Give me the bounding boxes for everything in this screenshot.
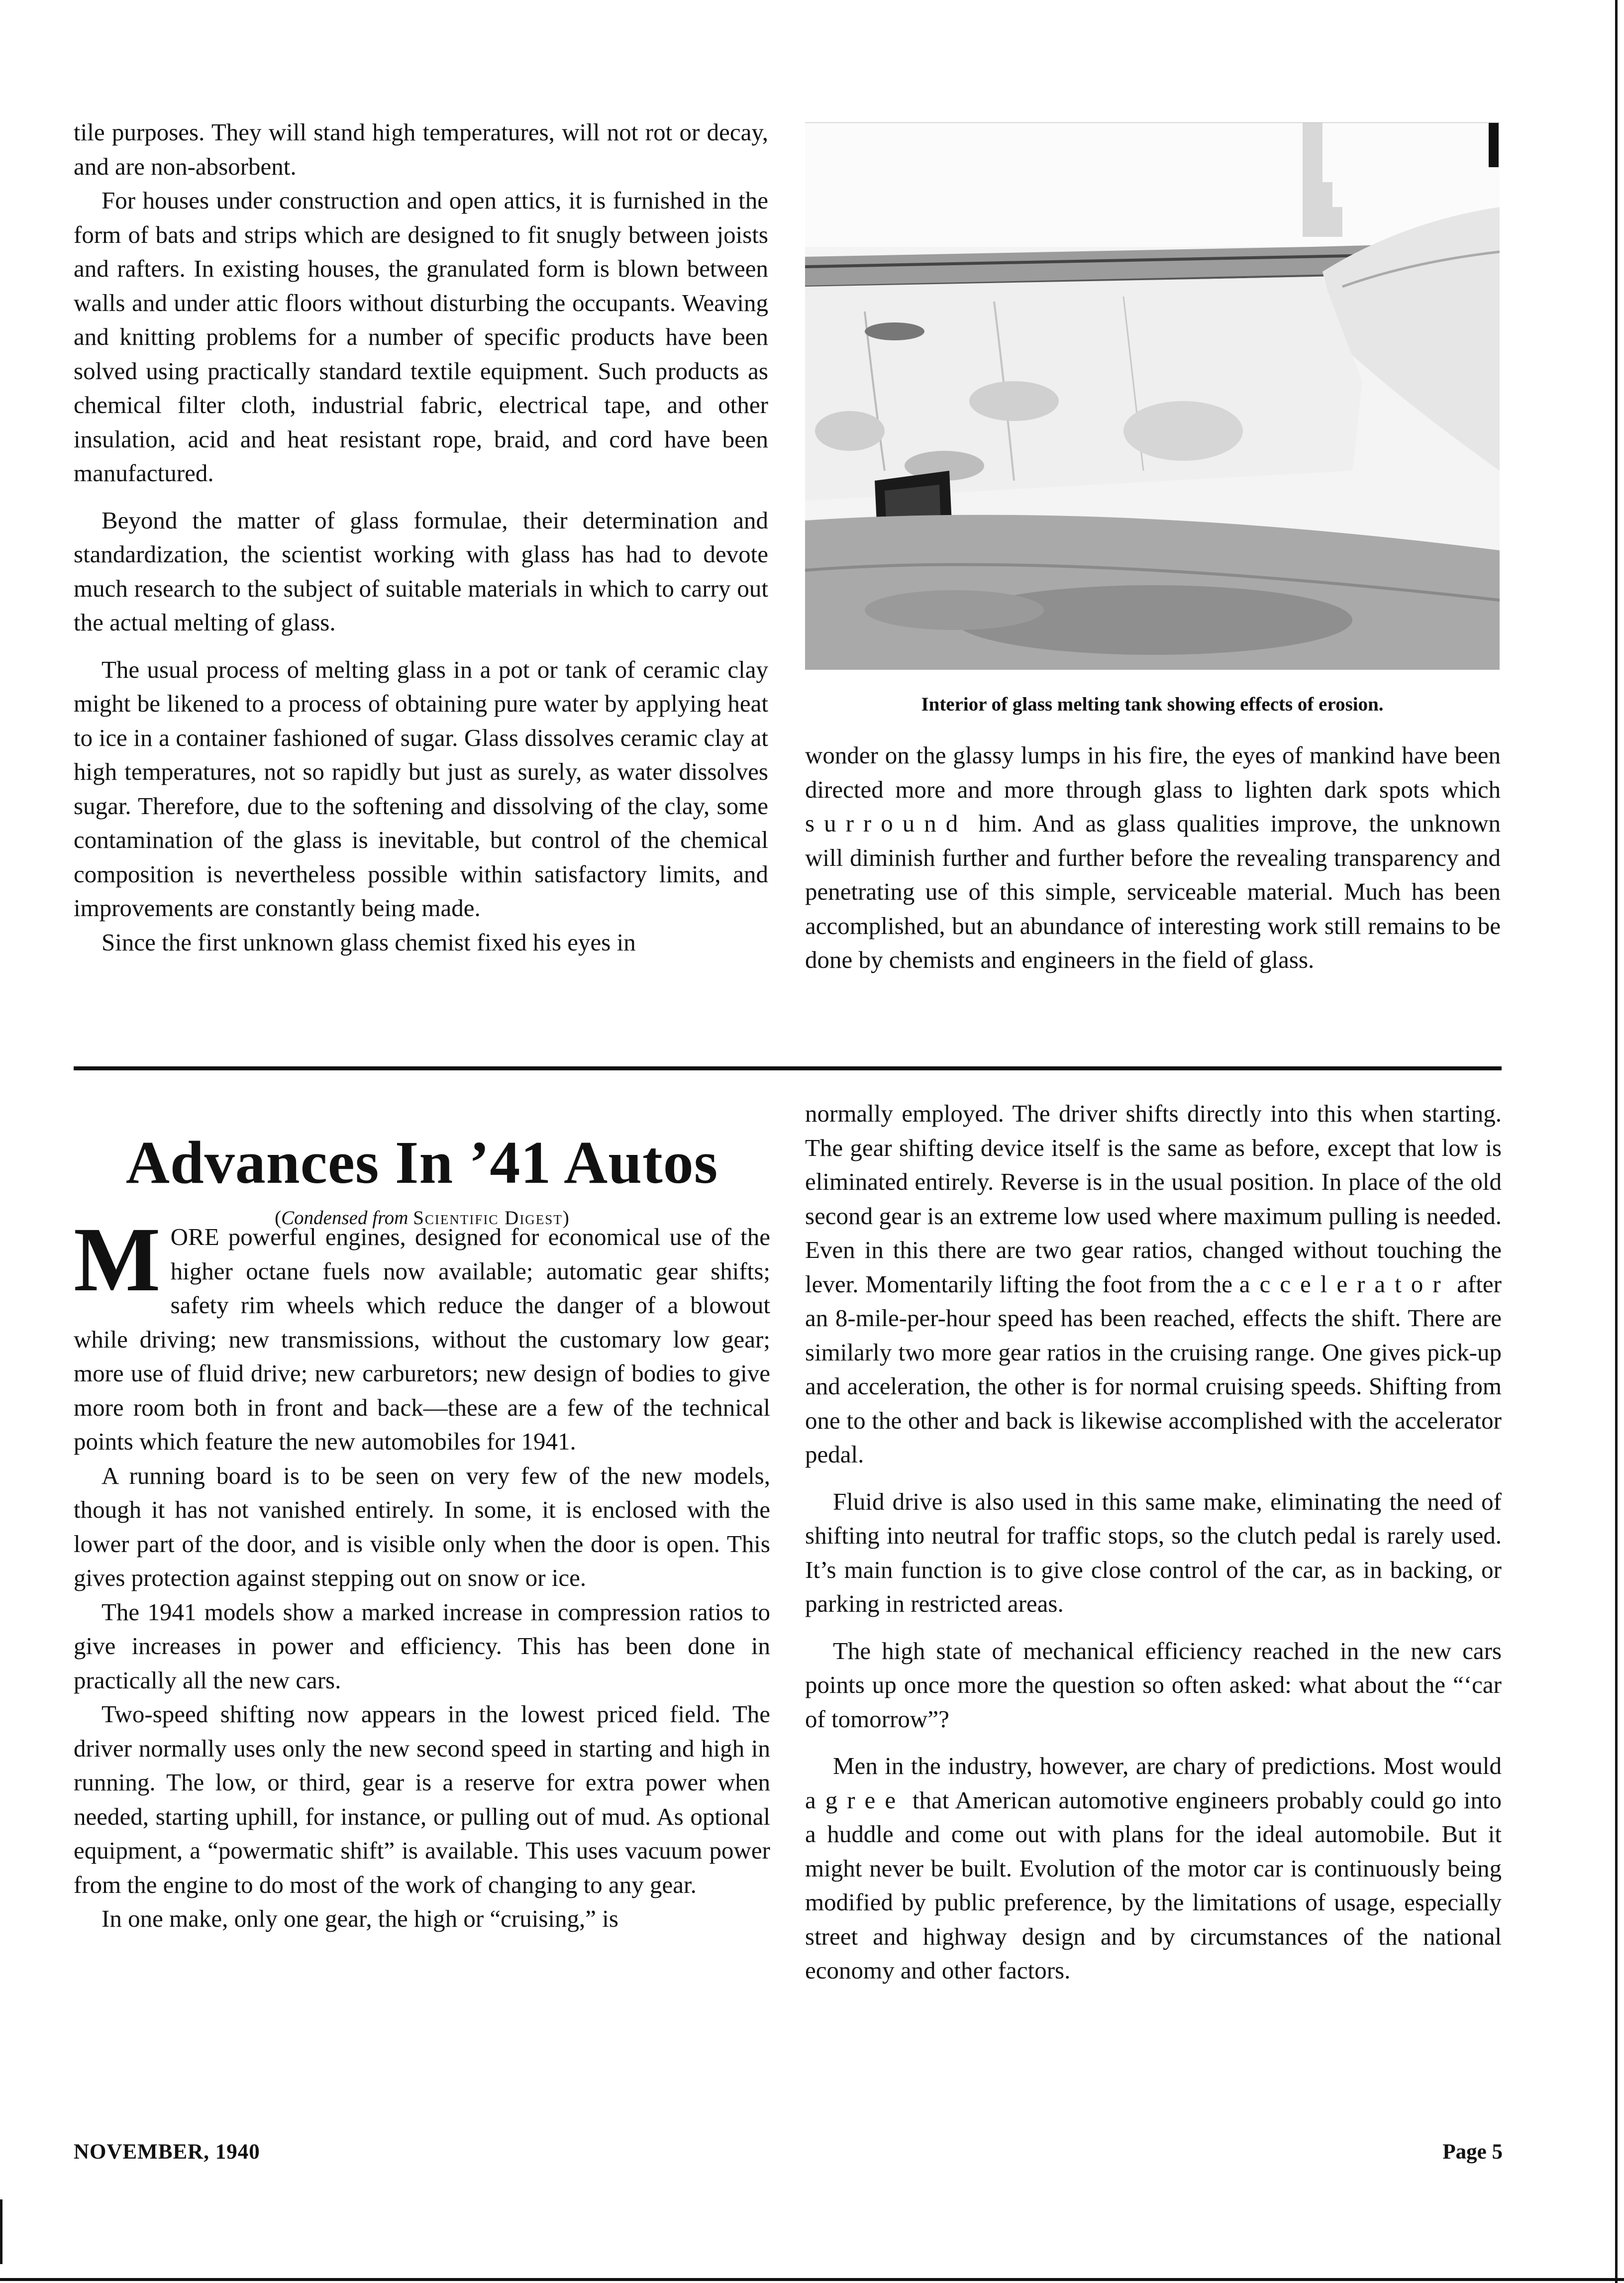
paragraph: Two-speed shifting now appears in the lowest priced field. The driver normally uses only the new second speed in starting and high in running. The low, or third, gear is a reserve for extra power when needed, starting uphill, for instance, or pulling out of mud. As optional equipment, a “powermatic shift” is available. This uses vacuum power from the engine to do most of the work of changing to any gear.: [74, 1700, 770, 1898]
paragraph: Beyond the matter of glass formulae, their determination and standardization, the scientist working with glass has had to devote much research to the subject of suitable materials in which to carry out the actual melting of glass.: [74, 506, 768, 636]
paragraph: The high state of mechanical efficiency reached in the new cars points up once more the question so often asked: what about the “‘car of tomorrow”?: [805, 1637, 1502, 1733]
paragraph: Since the first unknown glass chemist fixed his eyes in: [102, 928, 636, 956]
article-title: Advances In ’41 Autos: [125, 1129, 718, 1196]
scan-edge-bottom: [0, 2278, 1624, 2281]
subtitle-italic: Condensed from: [281, 1207, 408, 1229]
photo-caption: Interior of glass melting tank showing effects of erosion.: [921, 694, 1384, 715]
spaced-word: agree: [805, 1786, 906, 1814]
spaced-word: accelerator: [1239, 1270, 1450, 1298]
paragraph: tile purposes. They will stand high temperatures, will not rot or decay, and are non-absorbent.: [74, 118, 768, 180]
text-run: after an 8-mile-per-hour speed has been reached, effects the shift. There are similarly two more gear ratios in the cruising range. One gives pick-up and acceleration, the other is for normal cruising speeds. Shifting from one to the other and back is likewise accomplished with the accelerator pedal.: [805, 1270, 1502, 1468]
issue-date: NOVEMBER, 1940: [74, 2140, 260, 2164]
text-run: wonder on the glassy lumps in his fire, the eyes of mankind have been directed more and more through glass to lighten dark spots which: [805, 741, 1501, 803]
subtitle-source: Scientific Digest: [413, 1207, 563, 1229]
glass-tank-photo: [805, 122, 1500, 670]
paragraph: [805, 1749, 1502, 1988]
glass-article-left-column: [74, 115, 768, 959]
scan-edge-right: [1615, 0, 1618, 2283]
paragraph: In one make, only one gear, the high or “cruising,” is: [102, 1905, 618, 1932]
autos-article-right-column: [805, 1097, 1502, 1988]
text-run: normally employed. The driver shifts directly into this when starting. The gear shifting device itself is the same as before, except that low is eliminated entirely. Reverse is in the usual position. In place of the old second gear is an extreme low used where maximum pulling is needed. Even in this there are two gear ratios, changed without touching the lever. Momentarily lifting the foot from the: [805, 1100, 1502, 1298]
text-run: him. And as glass qualities improve, the unknown will diminish further and further before the revealing transparency and penetrating use of this simple, serviceable material. Much has been accomplished, but an abundance of interesting work still remains to be done by chemists and engineers in the field of glass.: [805, 810, 1501, 973]
paragraph: For houses under construction and open attics, it is furnished in the form of bats and strips which are designed to fit snugly between joists and rafters. In existing houses, the granulated form is blown between walls and under attic floors without disturbing the occupants. Weaving and knitting problems for a number of specific products have been solved using practically standard textile equipment. Such products as chemical filter cloth, industrial fabric, electrical tape, and other insulation, acid and heat resistant rope, braid, and cord have been manufactured.: [74, 187, 768, 487]
text-run: ORE powerful engines, designed for economical use of the higher octane fuels now available; automatic gear shifts; safety rim wheels which reduce the danger of a blowout while driving; new transmissions, without the customary low gear; more use of fluid drive; new carburetors; new design of bodies to give more room both in front and back—these are a few of the technical points which feature the new automobiles for 1941.: [74, 1223, 770, 1455]
paragraph: The 1941 models show a marked increase in compression ratios to give increases in power and efficiency. This has been done in practically all the new cars.: [74, 1598, 770, 1694]
text-run: that American automotive engineers probably could go into a huddle and come out with plans for the ideal automobile. But it might never be built. Evolution of the motor car is continuously being modified by public preference, by the limitations of usage, especially street and highway design and by circumstances of the national economy and other factors.: [805, 1786, 1502, 1984]
paragraph: [805, 738, 1501, 977]
section-divider: [74, 1066, 1502, 1070]
scan-edge-left-mark: [0, 2199, 2, 2264]
spaced-word: surround: [805, 810, 968, 837]
paragraph: Fluid drive is also used in this same make, eliminating the need of shifting into neutral for traffic stops, so the clutch pedal is rarely used. It’s main function is to give close control of the car, as in backing, or parking in restricted areas.: [805, 1487, 1502, 1617]
paragraph: A running board is to be seen on very few of the new models, though it has not vanished entirely. In some, it is enclosed with the lower part of the door, and is visible only when the door is open. This gives protection against stepping out on snow or ice.: [74, 1461, 770, 1591]
page-number: Page 5: [1442, 2140, 1503, 2164]
paragraph: [805, 1097, 1502, 1472]
glass-tank-illustration: [805, 122, 1500, 670]
drop-cap: M: [74, 1209, 161, 1311]
subtitle-close-paren: ): [562, 1207, 569, 1229]
text-run: Men in the industry, however, are chary of predictions. Most would: [833, 1752, 1502, 1779]
glass-article-right-column: [805, 738, 1501, 977]
subtitle-open-paren: (: [275, 1207, 282, 1229]
paragraph: The usual process of melting glass in a pot or tank of ceramic clay might be likened to a process of obtaining pure water by applying heat to ice in a container fashioned of sugar. Glass dissolves ceramic clay at high temperatures, not so rapidly but just as surely, as water dissolves sugar. Therefore, due to the softening and dissolving of the clay, some contamination of the glass is inevitable, but control of the chemical composition is nevertheless possible within satisfactory limits, and improvements are constantly being made.: [74, 655, 768, 922]
